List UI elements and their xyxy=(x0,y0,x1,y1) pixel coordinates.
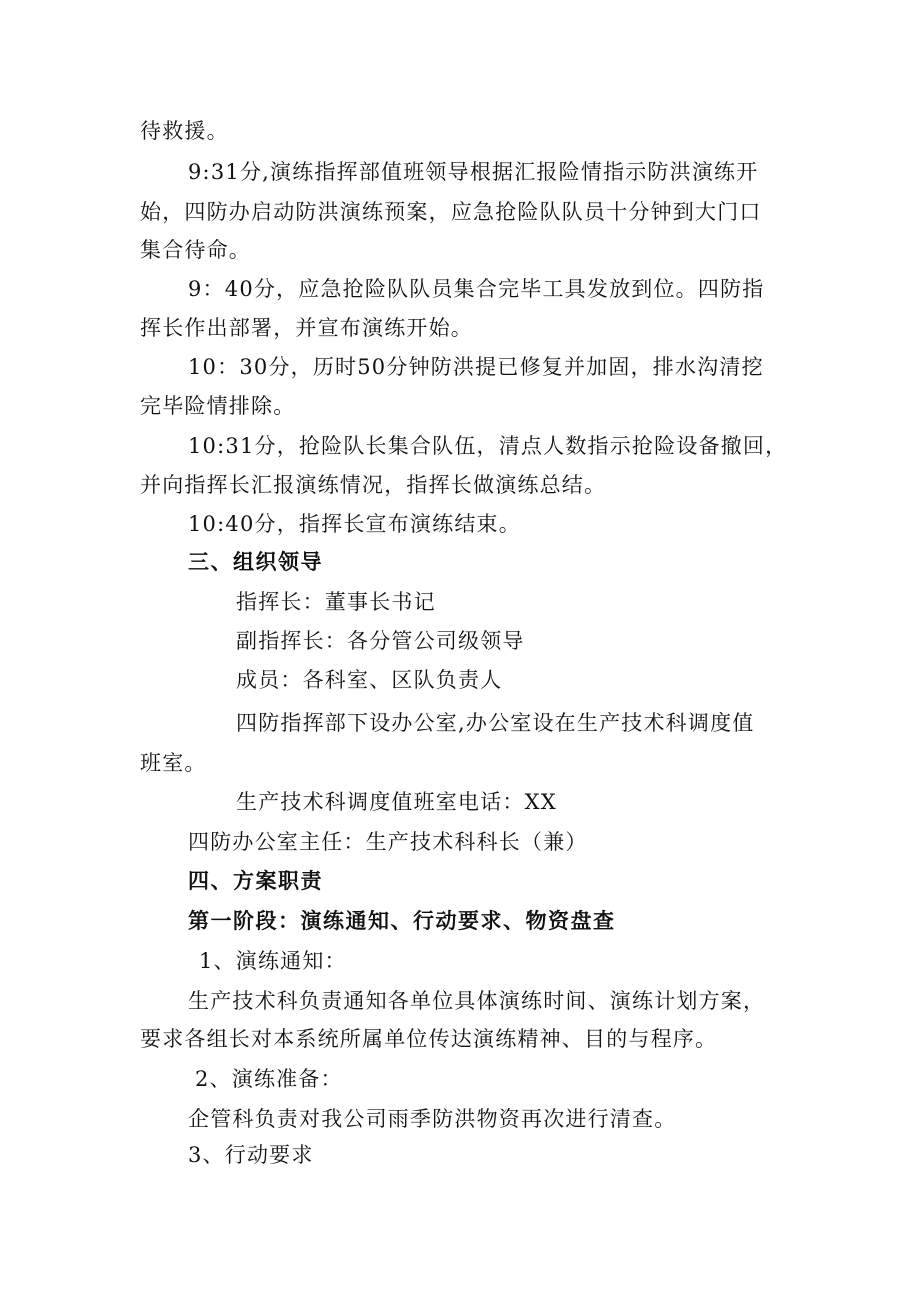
text-line: 生产技术科调度值班室电话：XX xyxy=(236,790,557,814)
text-line: 待救援。 xyxy=(140,119,229,143)
text-line: 企管科负责对我公司雨季防洪物资再次进行清查。 xyxy=(188,1107,677,1131)
text-line: 指挥长：董事长书记 xyxy=(236,590,436,614)
text-line: 始，四防办启动防洪演练预案，应急抢险队队员十分钟到大门口 xyxy=(140,200,762,224)
text-line: 要求各组长对本系统所属单位传达演练精神、目的与程序。 xyxy=(140,1027,718,1051)
text-line: 9：40分，应急抢险队队员集合完毕工具发放到位。四防指 xyxy=(188,277,765,301)
text-line: 四防办公室主任：生产技术科科长（兼） xyxy=(188,830,588,854)
text-line: 1、演练通知： xyxy=(199,949,347,973)
section-heading: 四、方案职责 xyxy=(188,869,323,893)
text-line: 9:31分,演练指挥部值班领导根据汇报险情指示防洪演练开 xyxy=(188,160,759,184)
text-line: 班室。 xyxy=(140,751,207,775)
text-line: 成员：各科室、区队负责人 xyxy=(236,668,503,692)
section-heading: 三、组织领导 xyxy=(188,550,323,574)
text-line: 挥长作出部署，并宣布演练开始。 xyxy=(140,316,473,340)
text-line: 10:40分，指挥长宣布演练结束。 xyxy=(188,512,521,536)
text-line: 集合待命。 xyxy=(140,238,251,262)
text-line: 10:31分，抢险队长集合队伍，清点人数指示抢险设备撤回， xyxy=(188,434,788,458)
text-line: 10：30分，历时50分钟防洪提已修复并加固，排水沟清挖 xyxy=(188,355,764,379)
text-line: 完毕险情排除。 xyxy=(140,394,296,418)
subsection-heading: 第一阶段：演练通知、行动要求、物资盘查 xyxy=(188,909,616,933)
text-line: 3、行动要求 xyxy=(188,1143,314,1167)
text-line: 并向指挥长汇报演练情况，指挥长做演练总结。 xyxy=(140,473,607,497)
text-line: 生产技术科负责通知各单位具体演练时间、演练计划方案， xyxy=(188,989,766,1013)
text-line: 四防指挥部下设办公室,办公室设在生产技术科调度值 xyxy=(236,711,755,735)
text-line: 2、演练准备： xyxy=(195,1067,343,1091)
text-line: 副指挥长：各分管公司级领导 xyxy=(236,629,525,653)
